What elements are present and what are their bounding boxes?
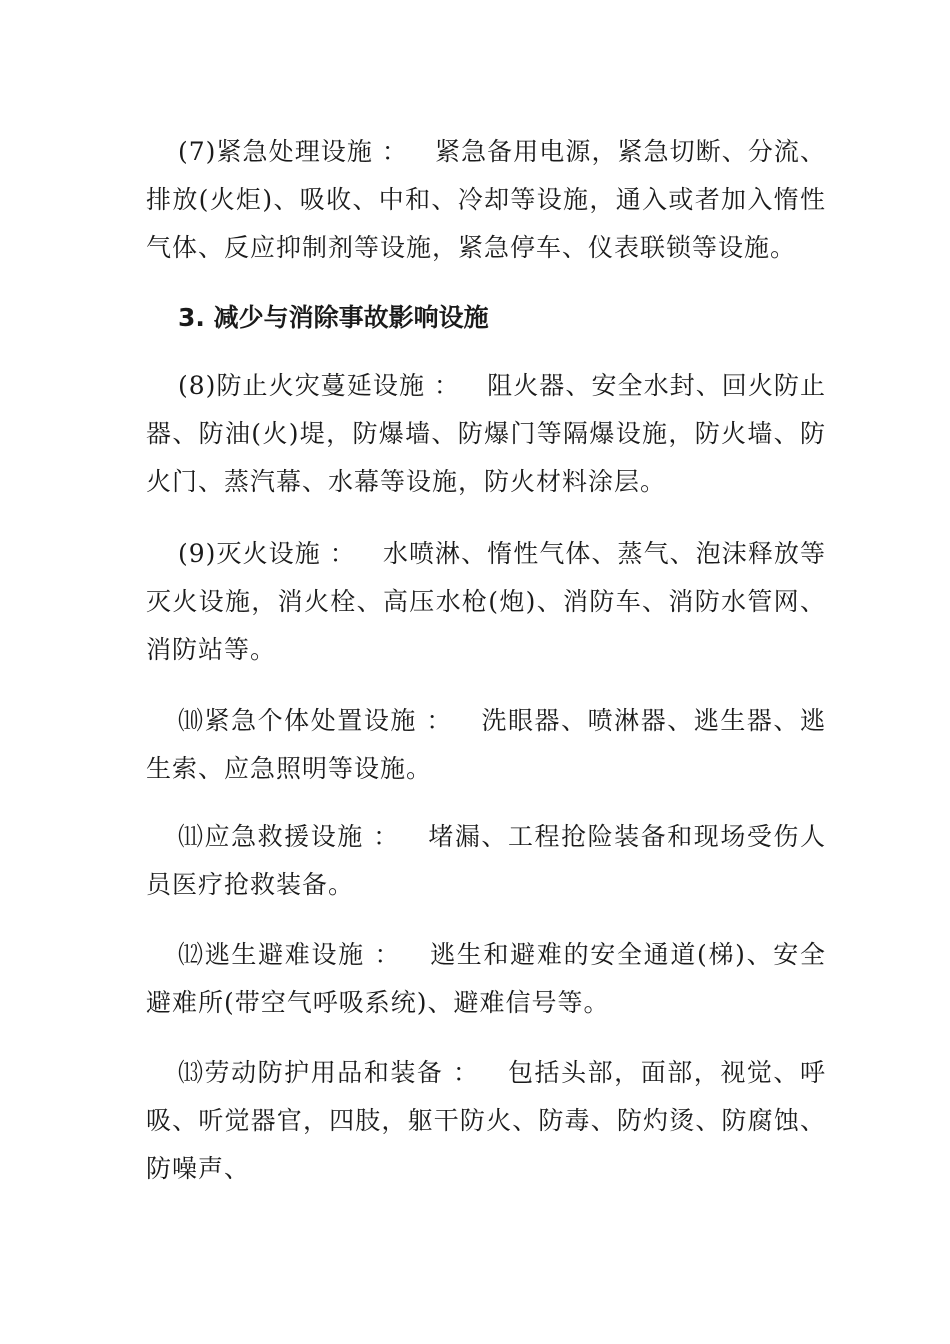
item-marker: ⒀ <box>178 1058 205 1087</box>
item-label: 灭火设施 ： <box>216 539 356 568</box>
item-label: 应急救援设施 ： <box>204 822 400 851</box>
item-marker: ⑽ <box>178 706 205 735</box>
item-marker: (9) <box>178 539 217 568</box>
item-text: 阻火器、安全水封、回火防止器、防油(火)堤，防爆墙、防爆门等隔爆设施，防火墙、防火门、蒸汽幕、水幕等设施，防火材料涂层。 <box>146 371 826 496</box>
item-label: 紧急个体处置设施 ： <box>204 706 453 735</box>
paragraph-item-8 <box>146 362 826 506</box>
paragraph-item-12 <box>146 931 826 1027</box>
item-marker: ⑾ <box>178 822 205 851</box>
item-marker: (7) <box>178 137 217 166</box>
item-text: 包括头部，面部，视觉、呼吸、听觉器官，四肢，躯干防火、防毒、防灼烫、防腐蚀、防噪声、 <box>146 1058 826 1183</box>
item-label: 防止火灾蔓延设施 ： <box>216 371 461 400</box>
paragraph-item-7 <box>146 128 826 272</box>
item-label: 紧急处理设施 ： <box>216 137 408 166</box>
paragraph-item-9 <box>146 530 826 674</box>
item-label: 逃生避难设施 ： <box>204 940 402 969</box>
item-marker: ⑿ <box>178 940 205 969</box>
item-marker: (8) <box>178 371 217 400</box>
paragraph-item-10 <box>146 697 826 793</box>
section-heading: 3. 减少与消除事故影响设施 <box>178 303 489 332</box>
item-text: 堵漏、工程抢险装备和现场受伤人员医疗抢救装备。 <box>146 822 826 899</box>
item-label: 劳动防护用品和装备 ： <box>204 1058 480 1087</box>
item-text: 水喷淋、惰性气体、蒸气、泡沫释放等灭火设施，消火栓、高压水枪(炮)、消防车、消防水管网、消防站等。 <box>146 539 826 664</box>
item-text: 洗眼器、喷淋器、逃生器、逃生索、应急照明等设施。 <box>146 706 826 783</box>
item-text: 逃生和避难的安全通道(梯)、安全避难所(带空气呼吸系统)、避难信号等。 <box>146 940 826 1017</box>
paragraph-item-11 <box>146 813 826 909</box>
item-text: 紧急备用电源，紧急切断、分流、排放(火炬)、吸收、中和、冷却等设施，通入或者加入惰性气体、反应抑制剂等设施，紧急停车、仪表联锁等设施。 <box>146 137 826 262</box>
paragraph-item-13 <box>146 1049 826 1193</box>
